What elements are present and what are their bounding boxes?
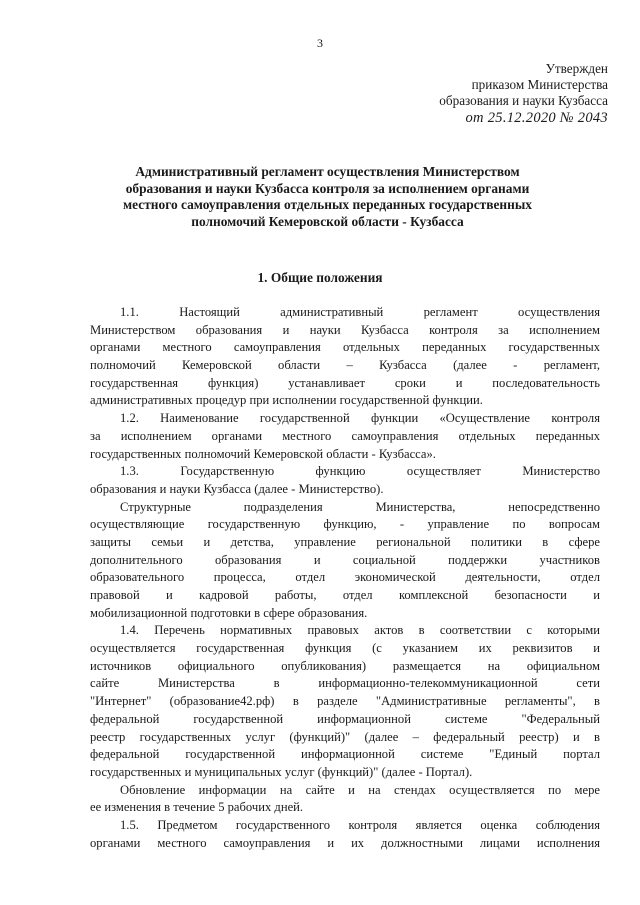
title-line: Административный регламент осуществления Министерством	[135, 164, 520, 179]
body-line: Структурные подразделения Министерства, непосредственно	[120, 499, 600, 514]
body-line: государственных полномочий Кемеровской области - Кузбасса».	[90, 446, 436, 461]
body-line: образовательного процесса, отдел экономической деятельности, отдел	[90, 570, 600, 585]
document-title	[80, 164, 575, 230]
body-line: за исполнением органами местного самоуправления отдельных переданных	[90, 428, 600, 443]
body-line: 1.4. Перечень нормативных правовых актов в соответствии с которыми	[120, 623, 600, 638]
body-line: мобилизационной подготовки в сфере образования.	[90, 605, 368, 620]
page-number: 3	[317, 36, 323, 50]
body-line: государственная функция) устанавливает сроки и последовательность	[90, 375, 600, 390]
body-line: Обновление информации на сайте и на стендах осуществляется по мере	[120, 782, 600, 797]
title-line: местного самоуправления отдельных переданных государственных	[123, 197, 532, 212]
body-line: "Интернет" (образование42.рф) в разделе "Административные регламенты", в	[90, 694, 600, 709]
body-line: источников официального опубликования) размещается на официальном	[90, 658, 600, 673]
body-line: 1.1. Настоящий административный регламент осуществления	[120, 305, 600, 319]
body-line: органами местного самоуправления отдельных переданных государственных	[90, 340, 600, 355]
body-line: осуществляется государственная функция (с указанием их реквизитов и	[90, 641, 600, 656]
section-title: 1. Общие положения	[257, 270, 383, 285]
body-line: 1.3. Государственную функцию осуществляет Министерство	[120, 464, 600, 479]
approval-block	[378, 61, 608, 126]
body-line: полномочий Кемеровской области – Кузбасса (далее - регламент,	[90, 358, 600, 373]
body-line: федеральной государственной информационной системе "Федеральный	[90, 711, 600, 726]
body-line: 1.5. Предметом государственного контроля является оценка соблюдения	[120, 817, 600, 832]
body-line: образования и науки Кузбасса (далее - Министерство).	[90, 481, 384, 496]
body-line: дополнительного образования и социальной поддержки участников	[90, 552, 600, 567]
body-line: органами местного самоуправления и их должностными лицами исполнения	[90, 835, 600, 850]
body-line: защиты семьи и детства, управление региональной политики в сфере	[90, 534, 600, 549]
approval-line: приказом Министерства	[471, 77, 608, 92]
body-line: административных процедур при исполнении государственной функции.	[90, 393, 483, 408]
title-line: полномочий Кемеровской области - Кузбасса	[191, 213, 464, 229]
approval-date-number: от 25.12.2020 № 2043	[465, 110, 608, 126]
approval-line: образования и науки Кузбасса	[439, 93, 608, 108]
body-line: государственных и муниципальных услуг (функций)" (далее - Портал).	[90, 764, 473, 779]
title-line: образования и науки Кузбасса контроля за исполнением органами	[125, 180, 530, 196]
body-line: реестр государственных услуг (функций)" (далее – федеральный реестр) и в	[90, 729, 600, 744]
body-line: 1.2. Наименование государственной функции «Осуществление контроля	[120, 411, 600, 426]
body-line: Министерством образования и науки Кузбасса контроля за исполнением	[90, 322, 600, 337]
body-line: федеральной государственной информационной системе "Единый портал	[90, 747, 600, 762]
body-line: осуществляющие государственную функцию, - управление по вопросам	[90, 517, 600, 532]
body-line: ее изменения в течение 5 рабочих дней.	[90, 800, 304, 815]
approval-line: Утвержден	[545, 61, 608, 76]
body-line: правовой и кадровой работы, отдел комплексной безопасности и	[90, 588, 600, 602]
body-line: сайте Министерства в информационно-телекоммуникационной сети	[90, 676, 600, 691]
document-body	[90, 304, 600, 852]
